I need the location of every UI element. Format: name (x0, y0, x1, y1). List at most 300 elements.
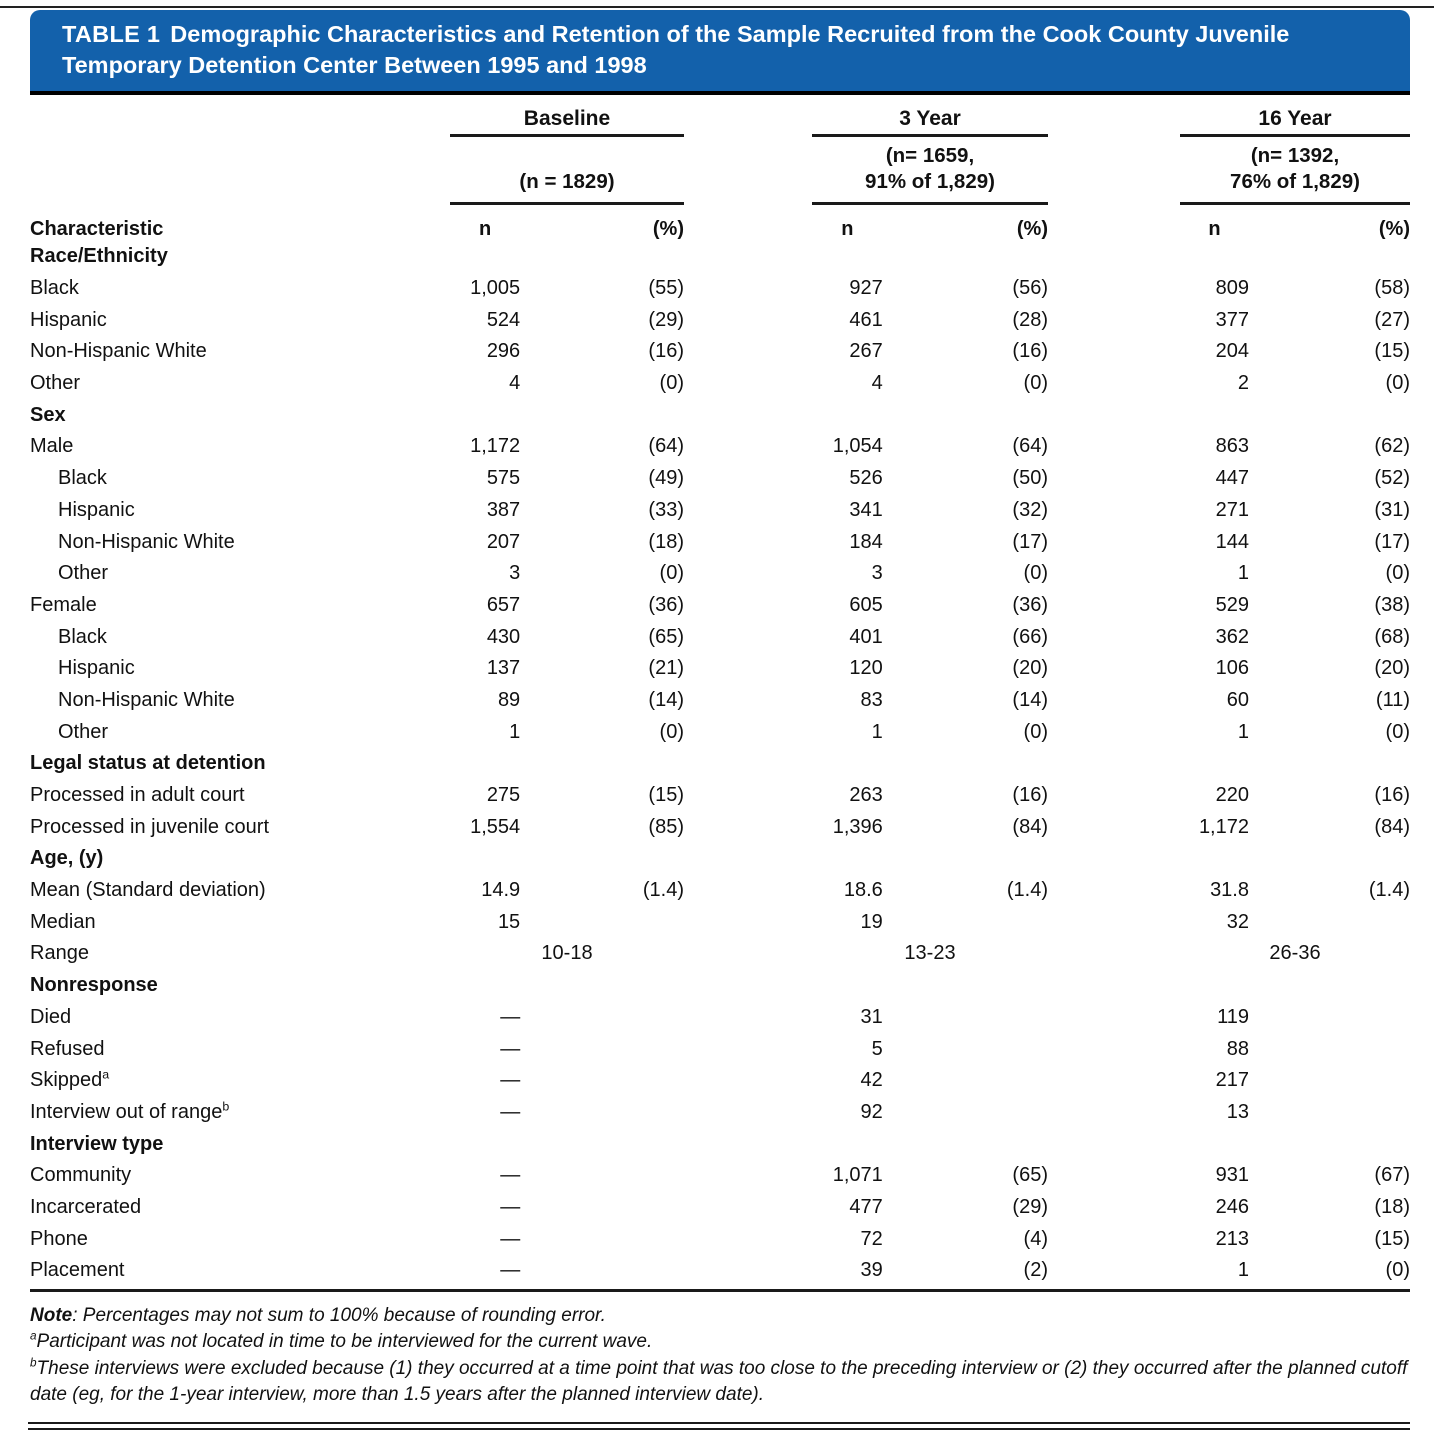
n-value: 863 (1215, 435, 1249, 458)
pct-value: (1.4) (642, 879, 684, 902)
data-cell (1180, 816, 1410, 839)
n-value: 31 (860, 1005, 883, 1028)
row-label: Community (30, 1164, 132, 1187)
pct-value: (15) (1374, 1227, 1410, 1250)
n-value: 3 (871, 562, 883, 585)
pct-value: (0) (1385, 1259, 1410, 1282)
n-value: — (500, 1259, 521, 1282)
data-cell (450, 784, 684, 807)
data-cell (450, 1228, 684, 1251)
pct-value: (18) (1374, 1195, 1410, 1218)
pct-value: (0) (1385, 720, 1410, 743)
pct-value: (0) (1023, 372, 1048, 395)
data-cell (1180, 626, 1410, 649)
n-value: 401 (849, 625, 883, 648)
note-label: Note (30, 1304, 73, 1326)
data-cell (812, 626, 1048, 649)
data-cell (812, 657, 1048, 680)
pct-value: (11) (1375, 688, 1410, 711)
data-cell (812, 1069, 1048, 1092)
n-value: 213 (1215, 1227, 1249, 1250)
table-bottom-rule (30, 1289, 1410, 1292)
pct-value: (16) (648, 340, 684, 363)
n-value: 267 (849, 340, 883, 363)
pct-value: (15) (648, 784, 684, 807)
range-cell (812, 942, 1048, 965)
data-cell (812, 784, 1048, 807)
n-value: 1,172 (470, 435, 521, 458)
n-value: 32 (1226, 910, 1249, 933)
n-column-header: n (1208, 218, 1221, 240)
data-cell (812, 562, 1048, 585)
table-row (30, 653, 1410, 685)
pct-value: (21) (648, 657, 684, 680)
data-cell (450, 562, 684, 585)
table-row (30, 1255, 1410, 1287)
row-label: Interview out of range$^b$ (30, 1099, 230, 1123)
footnote-note (30, 1303, 1410, 1330)
note-text: : Percentages may not sum to 100% because of rounding error. (72, 1304, 606, 1326)
n-value: 4 (871, 372, 883, 395)
data-cell (1180, 1196, 1410, 1219)
row-label: Other (30, 372, 81, 395)
data-cell (450, 721, 684, 744)
row-label: Processed in juvenile court (30, 815, 270, 838)
n-value: 246 (1215, 1195, 1249, 1218)
row-label: Non-Hispanic White (30, 340, 207, 363)
pct-value: (16) (1012, 784, 1048, 807)
data-cell (1180, 372, 1410, 395)
table-row (30, 590, 1410, 622)
n-value: 362 (1215, 625, 1249, 648)
table-banner (30, 10, 1410, 95)
data-cell (812, 1006, 1048, 1029)
section-row (30, 748, 1410, 780)
column-gap (1048, 107, 1180, 205)
data-cell (1180, 1069, 1410, 1092)
section-row (30, 970, 1410, 1002)
table-row (30, 1065, 1410, 1097)
data-cell (450, 1164, 684, 1187)
data-cell (450, 1069, 684, 1092)
footnote-ref: a (102, 1067, 110, 1082)
data-cell (450, 879, 684, 902)
n-value: 1 (509, 720, 521, 743)
n-value: 263 (849, 784, 883, 807)
table-row (30, 368, 1410, 400)
data-cell (1180, 499, 1410, 522)
group-title: 3 Year (899, 107, 961, 130)
data-cell (1180, 467, 1410, 490)
data-cell (450, 340, 684, 363)
table-header (0, 107, 1434, 241)
data-cell (1180, 657, 1410, 680)
pct-value: (36) (648, 593, 684, 616)
pct-value: (65) (1012, 1164, 1048, 1187)
pct-value: (2) (1023, 1259, 1048, 1282)
data-cell (812, 1038, 1048, 1061)
footnotes (30, 1303, 1410, 1409)
pct-value: (65) (648, 625, 684, 648)
n-value: 220 (1215, 784, 1249, 807)
section-row (30, 241, 1410, 273)
n-value: 72 (860, 1227, 883, 1250)
pct-value: (14) (648, 688, 684, 711)
data-cell (1180, 689, 1410, 712)
top-rule (0, 6, 1434, 8)
pct-value: (28) (1012, 308, 1048, 331)
n-value: 137 (486, 657, 521, 680)
footnote-b (30, 1356, 1410, 1409)
n-value: 447 (1215, 467, 1249, 490)
data-cell (450, 1006, 684, 1029)
row-label: Processed in adult court (30, 784, 245, 807)
data-cell (1180, 531, 1410, 554)
data-cell (812, 689, 1048, 712)
n-value: 1 (1237, 720, 1249, 743)
group-header-16-year (1180, 107, 1410, 205)
table-row (30, 1033, 1410, 1065)
table-row (30, 1160, 1410, 1192)
row-label: Hispanic (58, 498, 135, 521)
pct-value: (20) (1374, 657, 1410, 680)
row-label: Phone (30, 1227, 88, 1250)
n-value: 1,054 (832, 435, 883, 458)
baseline-col-headers (450, 218, 684, 241)
pct-value: (27) (1374, 308, 1410, 331)
pct-value: (31) (1374, 498, 1410, 521)
pct-value: (85) (648, 815, 684, 838)
n-value: 119 (1217, 1005, 1249, 1028)
row-label: Other (58, 720, 109, 743)
n-value: 83 (860, 688, 883, 711)
row-label: Non-Hispanic White (58, 688, 235, 711)
data-cell (812, 499, 1048, 522)
n-value: 39 (860, 1259, 883, 1282)
pct-value: (84) (1374, 815, 1410, 838)
n-value: 931 (1215, 1164, 1249, 1187)
pct-value: (58) (1374, 277, 1410, 300)
n-value: 217 (1215, 1069, 1249, 1092)
data-cell (1180, 1101, 1410, 1124)
row-label: Male (30, 435, 74, 458)
data-cell (1180, 879, 1410, 902)
data-cell (450, 594, 684, 617)
range-value: 26-36 (1269, 942, 1321, 965)
characteristic-header: Characteristic (30, 218, 164, 240)
data-cell (450, 816, 684, 839)
pct-column-header: (%) (652, 218, 684, 240)
pct-column-header: (%) (1378, 218, 1410, 240)
column-gap (684, 107, 812, 205)
pct-value: (0) (1023, 720, 1048, 743)
n-value: — (500, 1195, 521, 1218)
n-value: 809 (1215, 277, 1249, 300)
row-label: Refused (30, 1037, 105, 1060)
page-bottom-double-rule (28, 1422, 1410, 1430)
n-value: 88 (1226, 1037, 1249, 1060)
n-value: 13 (1226, 1100, 1249, 1123)
table-row (30, 906, 1410, 938)
n-value: 144 (1215, 530, 1249, 553)
section-row (30, 1128, 1410, 1160)
pct-value: (20) (1012, 657, 1048, 680)
data-cell (450, 277, 684, 300)
data-cell (1180, 911, 1410, 934)
n-value: 92 (860, 1100, 883, 1123)
n-value: 19 (860, 910, 883, 933)
n-value: 296 (486, 340, 521, 363)
n-value: 106 (1215, 657, 1249, 680)
range-cell (1180, 942, 1410, 965)
data-cell (1180, 277, 1410, 300)
pct-value: (29) (1012, 1195, 1048, 1218)
footnote-a-marker: a (30, 1329, 37, 1343)
pct-value: (66) (1012, 625, 1048, 648)
pct-value: (32) (1012, 498, 1048, 521)
table-row (30, 1002, 1410, 1034)
pct-value: (0) (1385, 372, 1410, 395)
n-value: 1,396 (832, 815, 883, 838)
data-cell (450, 689, 684, 712)
row-label: Incarcerated (30, 1195, 142, 1218)
n-value: 3 (509, 562, 521, 585)
data-cell (812, 1196, 1048, 1219)
row-label: Black (58, 467, 107, 490)
pct-value: (4) (1023, 1227, 1048, 1250)
row-label: Hispanic (30, 308, 107, 331)
row-label: Mean (Standard deviation) (30, 879, 266, 902)
n-value: 275 (486, 784, 521, 807)
pct-value: (64) (1012, 435, 1048, 458)
table-title: Demographic Characteristics and Retention of the Sample Recruited from the Cook County Juvenile Temporary Detention Center Between 1995 and 1998 (62, 21, 1290, 78)
group-sample-size: (n= 1392, 76% of 1,829) (1230, 144, 1360, 193)
range-cell (450, 942, 684, 965)
n-value: 430 (486, 625, 521, 648)
row-label: Race/Ethnicity (30, 245, 168, 268)
data-cell (450, 626, 684, 649)
data-cell (812, 435, 1048, 458)
pct-value: (29) (648, 308, 684, 331)
data-cell (812, 277, 1048, 300)
row-label: Black (58, 625, 107, 648)
data-cell (812, 309, 1048, 332)
n-value: 1,172 (1198, 815, 1249, 838)
n-value: 184 (849, 530, 883, 553)
pct-value: (38) (1374, 593, 1410, 616)
n-value: 4 (509, 372, 521, 395)
pct-value: (36) (1012, 593, 1048, 616)
n-value: 927 (849, 277, 883, 300)
table-row (30, 431, 1410, 463)
data-cell (1180, 784, 1410, 807)
row-label: Legal status at detention (30, 752, 266, 775)
data-cell (450, 467, 684, 490)
n-value: 1 (1237, 1259, 1249, 1282)
data-cell (450, 435, 684, 458)
n-value: 204 (1215, 340, 1249, 363)
table-row (30, 1223, 1410, 1255)
n-value: — (500, 1164, 521, 1187)
range-value: 13-23 (904, 942, 956, 965)
row-label: Age, (y) (30, 847, 104, 870)
row-label: Placement (30, 1259, 125, 1282)
three-year-col-headers (812, 218, 1048, 241)
footnote-b-marker: b (30, 1356, 37, 1370)
table-row (30, 526, 1410, 558)
pct-value: (33) (648, 498, 684, 521)
data-cell (1180, 340, 1410, 363)
row-label: Female (30, 593, 97, 616)
group-sample-size: (n = 1829) (519, 170, 615, 193)
n-value: — (500, 1037, 521, 1060)
table-tag: TABLE 1 (62, 21, 161, 47)
n-value: 15 (497, 910, 521, 933)
n-value: 14.9 (481, 879, 521, 902)
sixteen-year-col-headers (1180, 218, 1410, 241)
n-value: 575 (486, 467, 521, 490)
pct-value: (56) (1012, 277, 1048, 300)
section-row (30, 399, 1410, 431)
data-cell (450, 1196, 684, 1219)
n-value: 529 (1215, 593, 1249, 616)
data-cell (450, 1259, 684, 1282)
column-header-row (30, 205, 1410, 241)
n-value: — (500, 1069, 521, 1092)
n-column-header: n (478, 218, 492, 240)
n-value: 1 (1237, 562, 1249, 585)
pct-value: (68) (1374, 625, 1410, 648)
table-row (30, 273, 1410, 305)
data-cell (1180, 594, 1410, 617)
table-row (30, 304, 1410, 336)
table-row (30, 495, 1410, 527)
pct-value: (67) (1374, 1164, 1410, 1187)
data-cell (1180, 1228, 1410, 1251)
pct-value: (84) (1012, 815, 1048, 838)
table-row (30, 875, 1410, 907)
table-row (30, 336, 1410, 368)
header-spacer (30, 107, 450, 205)
pct-value: (49) (648, 467, 684, 490)
n-value: — (500, 1005, 521, 1028)
n-value: 1,005 (470, 277, 521, 300)
data-cell (812, 721, 1048, 744)
footnote-ref: b (222, 1099, 230, 1114)
group-header-3-year (812, 107, 1048, 205)
data-cell (450, 911, 684, 934)
table-row (30, 716, 1410, 748)
table-row (30, 558, 1410, 590)
n-value: 657 (486, 593, 521, 616)
footnote-a-text: Participant was not located in time to be interviewed for the current wave. (36, 1331, 653, 1353)
table-row (30, 780, 1410, 812)
n-value: 526 (849, 467, 883, 490)
data-cell (450, 1038, 684, 1061)
pct-value: (17) (1374, 530, 1410, 553)
n-value: 89 (497, 688, 521, 711)
row-label: Range (30, 942, 89, 965)
pct-value: (14) (1012, 688, 1048, 711)
row-label: Skipped$^a$ (30, 1067, 110, 1092)
group-header-baseline (450, 107, 684, 205)
n-value: 2 (1237, 372, 1249, 395)
data-cell (1180, 1164, 1410, 1187)
n-value: 60 (1226, 688, 1249, 711)
data-cell (1180, 1259, 1410, 1282)
data-cell (450, 309, 684, 332)
data-cell (812, 911, 1048, 934)
data-cell (812, 1164, 1048, 1187)
pct-value: (0) (1385, 562, 1410, 585)
n-column-header: n (841, 218, 854, 240)
n-value: 387 (486, 498, 521, 521)
n-value: 207 (486, 530, 521, 553)
n-value: 461 (849, 308, 883, 331)
row-label: Black (30, 277, 79, 300)
footnote-a (30, 1329, 1410, 1356)
data-cell (450, 657, 684, 680)
data-cell (450, 1101, 684, 1124)
pct-value: (0) (1023, 562, 1048, 585)
data-cell (1180, 309, 1410, 332)
table-row (30, 1192, 1410, 1224)
pct-value: (52) (1374, 467, 1410, 490)
data-cell (1180, 1006, 1410, 1029)
range-value: 10-18 (541, 942, 593, 965)
row-label: Non-Hispanic White (58, 530, 235, 553)
pct-value: (64) (648, 435, 684, 458)
n-value: 341 (849, 498, 883, 521)
pct-value: (17) (1012, 530, 1048, 553)
row-label: Sex (30, 403, 66, 426)
n-value: 5 (871, 1037, 883, 1060)
n-value: 120 (849, 657, 883, 680)
data-cell (812, 816, 1048, 839)
pct-value: (16) (1374, 784, 1410, 807)
n-value: 524 (486, 308, 521, 331)
n-value: — (500, 1227, 521, 1250)
data-cell (450, 531, 684, 554)
data-cell (812, 372, 1048, 395)
n-value: 605 (849, 593, 883, 616)
pct-value: (1.4) (1368, 879, 1410, 902)
table-row (30, 811, 1410, 843)
group-title: 16 Year (1258, 107, 1332, 130)
data-cell (1180, 1038, 1410, 1061)
pct-value: (0) (659, 562, 684, 585)
data-cell (812, 1228, 1048, 1251)
row-label: Interview type (30, 1132, 164, 1155)
pct-value: (50) (1012, 467, 1048, 490)
pct-column-header: (%) (1016, 218, 1048, 240)
n-value: 1 (871, 720, 883, 743)
data-cell (812, 340, 1048, 363)
table-body (0, 241, 1434, 1287)
n-value: 271 (1215, 498, 1249, 521)
pct-value: (18) (648, 530, 684, 553)
data-cell (812, 467, 1048, 490)
group-title: Baseline (523, 107, 611, 130)
group-sample-size: (n= 1659, 91% of 1,829) (865, 144, 995, 193)
data-cell (812, 879, 1048, 902)
table-row (30, 621, 1410, 653)
group-header-row (30, 107, 1410, 205)
n-value: 377 (1215, 308, 1249, 331)
data-cell (450, 499, 684, 522)
table-row (30, 463, 1410, 495)
row-label: Median (30, 910, 96, 933)
